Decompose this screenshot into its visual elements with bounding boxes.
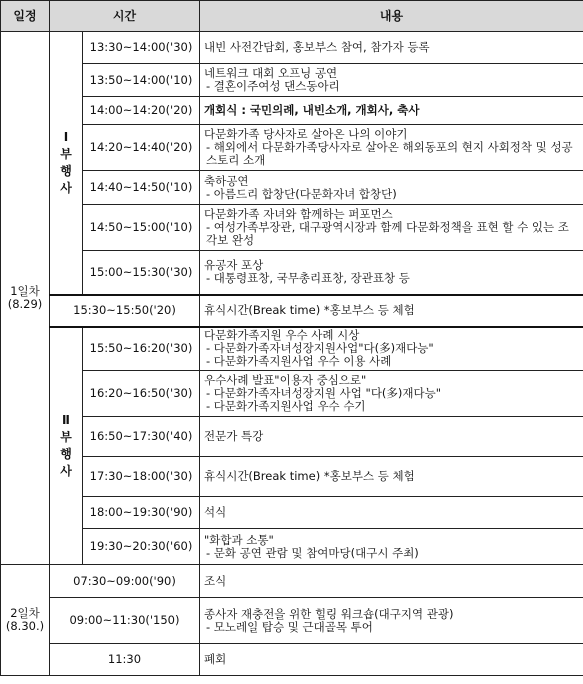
session-char: 사 [60, 463, 72, 478]
content-main: 네트워크 대회 오프닝 공연 [204, 66, 338, 80]
time-cell: 09:00~11:30('150) [50, 598, 200, 644]
session-char: 행 [60, 163, 72, 178]
table-row [1, 327, 583, 371]
content-sub: - 문화 공연 관람 및 참여마당(대구시 주최) [206, 545, 419, 560]
time-cell: 14:20~14:40('20) [83, 125, 200, 171]
table-row [1, 371, 583, 417]
content-main: 휴식시간(Break time) *홍보부스 등 체험 [204, 469, 415, 483]
content-cell [200, 251, 583, 295]
content-main: 다문화가족지원 우수 사례 시상 [204, 328, 360, 343]
content-sub: - 모노레일 탑승 및 근대골목 투어 [206, 619, 373, 634]
table-row [1, 417, 583, 457]
header-content: 내용 [200, 1, 583, 32]
content-cell [200, 417, 583, 457]
content-cell [200, 295, 583, 327]
table-row [1, 644, 583, 676]
content-sub: - 다문화가족자녀성장지원사업"다(多)재다능" [206, 341, 434, 356]
table-row [1, 529, 583, 565]
content-main: 개회식 : 국민의례, 내빈소개, 개회사, 축사 [204, 103, 420, 117]
day-date: (8.29) [7, 297, 43, 311]
content-cell [200, 32, 583, 64]
content-cell [200, 171, 583, 205]
content-sub: - 아름드리 합창단(다문화자녀 합창단) [206, 186, 397, 201]
content-cell [200, 371, 583, 417]
content-cell [200, 97, 583, 125]
content-main: "화합과 소통" [204, 532, 274, 547]
content-main: 우수사례 발표"이용자 중심으로" [204, 373, 367, 387]
session-char: 부 [60, 146, 72, 161]
content-main: 전문가 특강 [204, 429, 264, 443]
time-cell: 11:30 [50, 644, 200, 676]
time-cell: 13:50~14:00('10) [83, 64, 200, 97]
session-char: 부 [60, 429, 72, 444]
content-cell [200, 327, 583, 371]
content-cell [200, 125, 583, 171]
time-cell: 14:00~14:20('20) [83, 97, 200, 125]
time-cell: 13:30~14:00('30) [83, 32, 200, 64]
content-main: 다문화가족 자녀와 함께하는 퍼포먼스 [204, 207, 393, 221]
content-sub: - 여성가족부장관, 대구광역시장과 함께 다문화정책을 표현 할 수 있는 조각보 완성 [206, 220, 569, 247]
content-cell [200, 529, 583, 565]
header-time: 시간 [50, 1, 200, 32]
table-row [1, 171, 583, 205]
time-cell: 16:50~17:30('40) [83, 417, 200, 457]
content-cell [200, 205, 583, 251]
content-main: 축하공연 [204, 173, 249, 188]
content-sub: - 대통령표창, 국무총리표창, 장관표창 등 [206, 271, 410, 286]
content-cell [200, 457, 583, 497]
content-main: 휴식시간(Break time) *홍보부스 등 체험 [204, 303, 415, 317]
table-row [1, 125, 583, 171]
time-cell: 15:50~16:20('30) [83, 327, 200, 371]
session-cell [50, 327, 83, 565]
day-label: 2일차 [10, 606, 40, 620]
content-main: 종사자 재충전을 위한 힐링 워크숍(대구지역 관광) [204, 606, 454, 621]
content-cell [200, 497, 583, 529]
content-main: 내빈 사전간담회, 홍보부스 참여, 참가자 등록 [204, 40, 430, 54]
header-day: 일정 [1, 1, 50, 32]
time-cell: 17:30~18:00('30) [83, 457, 200, 497]
content-sub: - 해외에서 다문화가족당사자로 살아온 해외동포의 현지 사회정착 및 성공스토리 소개 [206, 140, 573, 167]
header-row [1, 1, 583, 32]
content-main: 다문화가족 당사자로 살아온 나의 이야기 [204, 127, 408, 141]
day-date: (8.30.) [5, 619, 45, 633]
session-char: 사 [60, 180, 72, 195]
time-cell: 07:30~09:00('90) [50, 565, 200, 598]
day-label: 1일차 [10, 284, 40, 298]
table-row [1, 598, 583, 644]
session-char: 행 [60, 446, 72, 461]
content-cell [200, 64, 583, 97]
time-cell: 15:00~15:30('30) [83, 251, 200, 295]
content-sub: - 다문화가족자녀성장지원 사업 "다(多)재다능" [206, 386, 442, 400]
day-cell [1, 565, 50, 676]
content-main: 조식 [204, 573, 227, 588]
content-sub: - 결혼이주여성 댄스동아리 [206, 79, 340, 93]
day-cell [1, 32, 50, 565]
content-sub: - 다문화가족지원사업 우수 이용 사례 [206, 354, 392, 369]
time-cell: 19:30~20:30('60) [83, 529, 200, 565]
time-cell: 15:30~15:50('20) [50, 295, 200, 327]
table-row [1, 457, 583, 497]
content-main: 유공자 포상 [204, 258, 264, 273]
time-cell: 14:40~14:50('10) [83, 171, 200, 205]
content-main: 석식 [204, 505, 227, 519]
time-cell: 14:50~15:00('10) [83, 205, 200, 251]
session-cell [50, 32, 83, 295]
table-row [1, 565, 583, 598]
table-row [1, 205, 583, 251]
content-cell [200, 565, 583, 598]
session-roman: Ⅱ [62, 412, 70, 427]
table-row [1, 295, 583, 327]
table-row [1, 64, 583, 97]
table-row [1, 32, 583, 64]
content-main: 폐회 [204, 652, 227, 666]
time-cell: 18:00~19:30('90) [83, 497, 200, 529]
table-row [1, 251, 583, 295]
session-roman: Ⅰ [63, 129, 69, 144]
content-sub: - 다문화가족지원사업 우수 수기 [206, 399, 366, 413]
table-row [1, 97, 583, 125]
table-row [1, 497, 583, 529]
content-cell [200, 644, 583, 676]
content-cell [200, 598, 583, 644]
time-cell: 16:20~16:50('30) [83, 371, 200, 417]
